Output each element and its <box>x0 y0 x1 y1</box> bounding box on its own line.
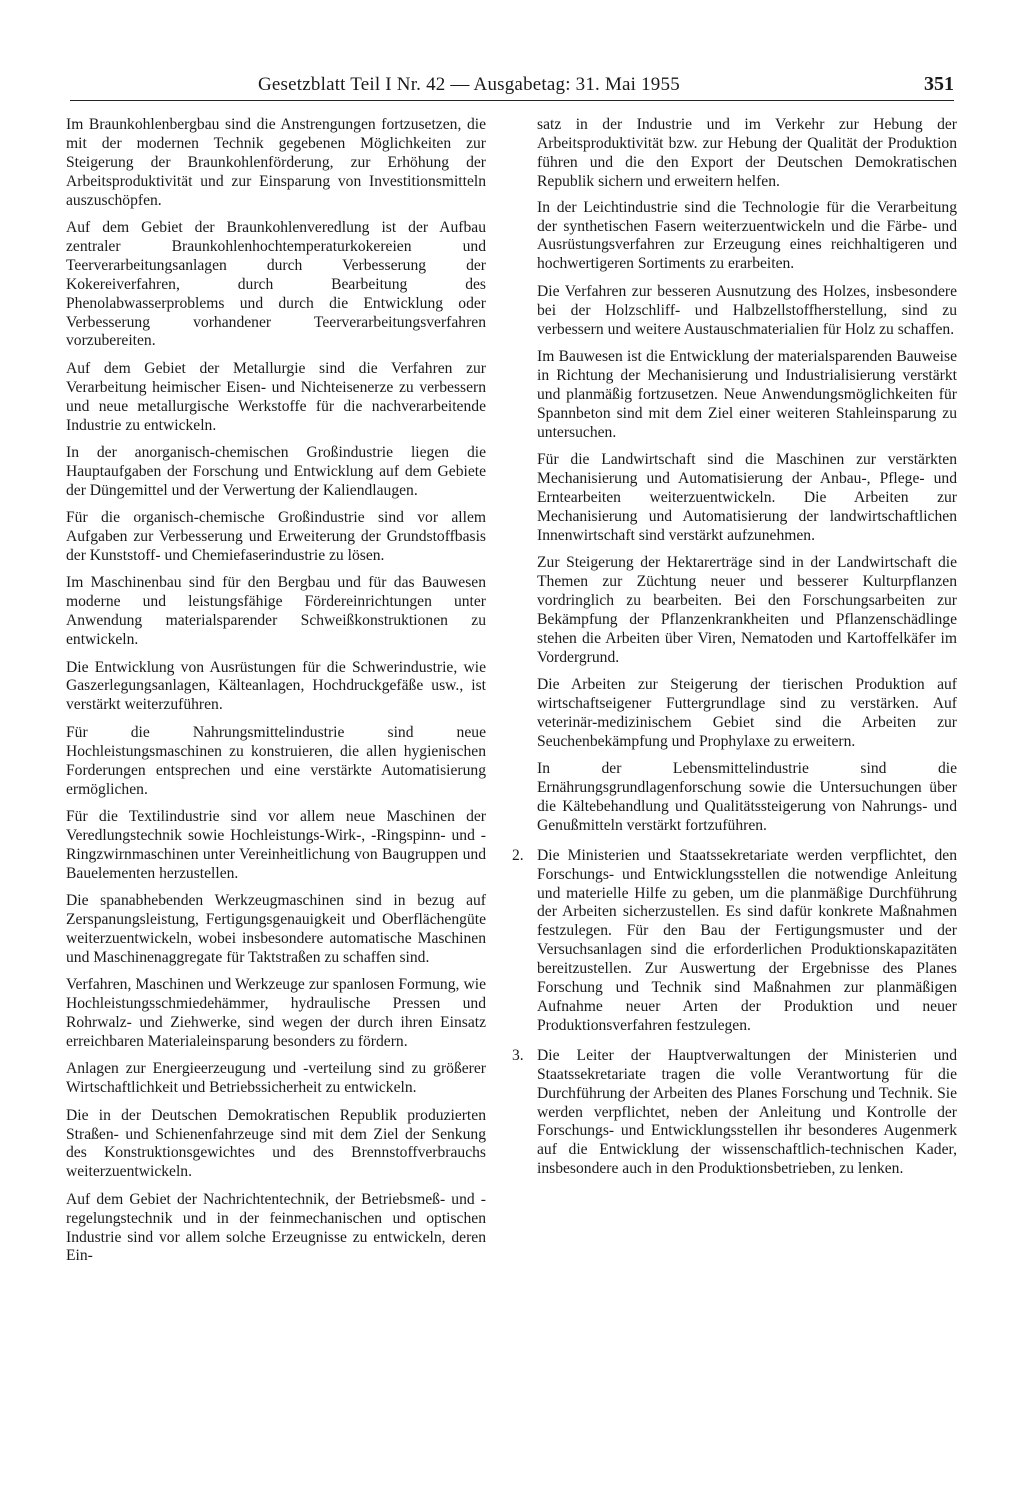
paragraph: Die Verfahren zur besseren Ausnutzung des Holzes, insbesondere bei der Holzschliff- und Halbzellstoffherstellung, sind zu verbessern und weitere Austauschmaterialien für Holz zu schaffen. <box>537 282 957 338</box>
paragraph: Für die Textilindustrie sind vor allem neue Maschinen der Veredlungstechnik sowie Hochleistungs-Wirk-, -Ringspinn- und -Ringzwirnmaschinen unter Vereinheitlichung von Baugruppen und Bauelementen herzustellen. <box>66 807 486 882</box>
paragraph: Verfahren, Maschinen und Werkzeuge zur spanlosen Formung, wie Hochleistungsschmiedehämmer, hydraulische Pressen und Rohrwalz- und Ziehwerke, sind wegen der durch ihren Einsatz erreichbaren Materialeinsparung besonders zu fördern. <box>66 976 486 1050</box>
paragraph: Auf dem Gebiet der Metallurgie sind die Verfahren zur Verarbeitung heimischer Eisen- und Nichteisenerze zu verbessern und neue metallurgische Werkstoffe für die nachverarbeitende Industrie zu entwickeln. <box>66 359 486 434</box>
paragraph: Für die Nahrungsmittelindustrie sind neue Hochleistungsmaschinen zu konstruieren, die allen hygienischen Forderungen entsprechen und eine verstärkte Automatisierung ermöglichen. <box>66 723 486 798</box>
paragraph: Auf dem Gebiet der Nachrichtentechnik, der Betriebsmeß- und -regelungstechnik und in der feinmechanischen und optischen Industrie sind vor allem solche Erzeugnisse zu entwickeln, deren Ein- <box>66 1190 486 1265</box>
paragraph: Im Bauwesen ist die Entwicklung der materialsparenden Bauweise in Richtung der Mechanisierung und Industrialisierung verstärkt und planmäßig fortzusetzen. Neue Anwendungsmöglichkeiten für Spannbeton sind mit dem Ziel einer weiteren Stahleinsparung zu untersuchen. <box>537 347 957 441</box>
paragraph: Für die organisch-chemische Großindustrie sind vor allem Aufgaben zur Verbesserung und Erweiterung der Grundstoffbasis der Kunststoff- und Chemiefaserindustrie zu lösen. <box>66 509 486 565</box>
item-number: 2. <box>512 846 524 864</box>
paragraph: Für die Landwirtschaft sind die Maschinen zur verstärkten Mechanisierung und Automatisierung der Anbau-, Pflege- und Erntearbeiten weiterzuentwickeln. Die Arbeiten zur Mechanisierung und Automatisierung der landwirtschaftlichen Innenwirtschaft sind verstärkt aufzunehmen. <box>537 451 957 544</box>
paragraph: In der anorganisch-chemischen Großindustrie liegen die Hauptaufgaben der Forschung und Entwicklung auf dem Gebiete der Düngemittel und der Verwertung der Kaliendlaugen. <box>66 444 486 499</box>
paragraph: Zur Steigerung der Hektarerträge sind in der Landwirtschaft die Themen zur Züchtung neuer und besserer Kulturpflanzen vordringlich zu bearbeiten. Bei den Forschungsarbeiten zur Bekämpfung der Pflanzenkrankheiten und Pflanzenschädlinge stehen die Arbeiten über Viren, Nematoden und Kartoffelkäfer im Vordergrund. <box>537 554 957 666</box>
paragraph: Die Entwicklung von Ausrüstungen für die Schwerindustrie, wie Gaszerlegungsanlagen, Kälteanlagen, Hochdruckgefäße usw., ist verstärkt weiterzuführen. <box>66 658 486 714</box>
item-text: Die Leiter der Hauptverwaltungen der Ministerien und Staatssekretariate tragen die volle Verantwortung für die Durchführung der Arbeiten des Planes Forschung und Technik. Sie werden verpflichtet, neben der Anleitung und Kontrolle der Forschungs- und Entwicklungsstellen ihr besonderes Augenmerk auf die Entwicklung der wissenschaftlich-technischen Kader, insbesondere auch in den Produktionsbetrieben, zu lenken. <box>537 1046 957 1178</box>
paragraph: Die Arbeiten zur Steigerung der tierischen Produktion auf wirtschaftseigener Futtergrundlage sind zu verstärken. Auf veterinär-medizinischem Gebiet sind die Arbeiten zur Seuchenbekämpfung und Prophylaxe zu erweitern. <box>537 675 957 750</box>
paragraph: Die spanabhebenden Werkzeugmaschinen sind in bezug auf Zerspanungsleistung, Fertigungsgenauigkeit und Oberflächengüte weiterzuentwickeln, wobei insbesondere automatische Maschinen und Maschinenaggregate für Taktstraßen zu schaffen sind. <box>66 892 486 966</box>
paragraph: Die in der Deutschen Demokratischen Republik produzierten Straßen- und Schienenfahrzeuge sind mit dem Ziel der Senkung des Konstruktionsgewichtes und des Brennstoffverbrauchs weiterzuentwickeln. <box>66 1106 486 1181</box>
paragraph: satz in der Industrie und im Verkehr zur Hebung der Arbeitsproduktivität bzw. zur Hebung der Qualität der Produktion führen und die den Export der Deutschen Demokratischen Republik sichern und erweitern helfen. <box>537 116 957 190</box>
paragraph: Anlagen zur Energieerzeugung und -verteilung sind zu größerer Wirtschaftlichkeit und Betriebssicherheit zu entwickeln. <box>66 1060 486 1097</box>
paragraph: Auf dem Gebiet der Braunkohlenveredlung ist der Aufbau zentraler Braunkohlenhochtemperaturkokereien und Teerverarbeitungsanlagen durch Verbesserung der Kokereiverfahren, durch Bearbeitung des Phenolabwasserproblems und durch die Entwicklung oder Verbesserung vorhandener Teerverarbeitungsverfahren vorzubereiten. <box>66 219 486 350</box>
running-title: Gesetzblatt Teil I Nr. 42 — Ausgabetag: 31. Mai 1955 <box>258 74 680 95</box>
page-number: 351 <box>924 73 954 95</box>
item-number: 3. <box>512 1046 524 1064</box>
numbered-item <box>512 846 957 1036</box>
numbered-item <box>512 1046 957 1179</box>
page-header <box>70 74 954 101</box>
item-text: Die Ministerien und Staatssekretariate werden verpflichtet, den Forschungs- und Entwicklungsstellen die notwendige Anleitung und materielle Hilfe zu geben, um die planmäßige Durchführung der Arbeiten sicherzustellen. Es sind dafür konkrete Maßnahmen festzulegen. Für den Bau der Fertigungsmuster und der Versuchsanlagen sind die erforderlichen Produktionskapazitäten bereitzustellen. Zur Auswertung der Ergebnisse des Planes Forschung und Technik sind Maßnahmen zur planmäßigen Aufnahme neuer Arten der Produktion und neuer Produktionsverfahren festzulegen. <box>537 846 957 1034</box>
paragraph: In der Lebensmittelindustrie sind die Ernährungsgrundlagenforschung sowie die Untersuchungen über die Kältebehandlung und Qualitätssteigerung von Nahrungs- und Genußmitteln verstärkt fortzuführen. <box>537 760 957 834</box>
right-column <box>512 116 957 1188</box>
paragraph: Im Braunkohlenbergbau sind die Anstrengungen fortzusetzen, die mit der modernen Technik gegebenen Möglichkeiten zur Steigerung der Braunkohlenförderung, zur Erhöhung der Arbeitsproduktivität und zur Einsparung von Investitionsmitteln auszuschöpfen. <box>66 116 486 209</box>
paragraph: In der Leichtindustrie sind die Technologie für die Verarbeitung der synthetischen Fasern weiterzuentwickeln und die Färbe- und Ausrüstungsverfahren zur Erzeugung eines reichhaltigeren und hochwertigeren Sortiments zu erarbeiten. <box>537 198 957 273</box>
left-column <box>66 116 486 1275</box>
paragraph: Im Maschinenbau sind für den Bergbau und für das Bauwesen moderne und leistungsfähige Fördereinrichtungen unter Anwendung materialsparender Schweißkonstruktionen zu entwickeln. <box>66 574 486 649</box>
